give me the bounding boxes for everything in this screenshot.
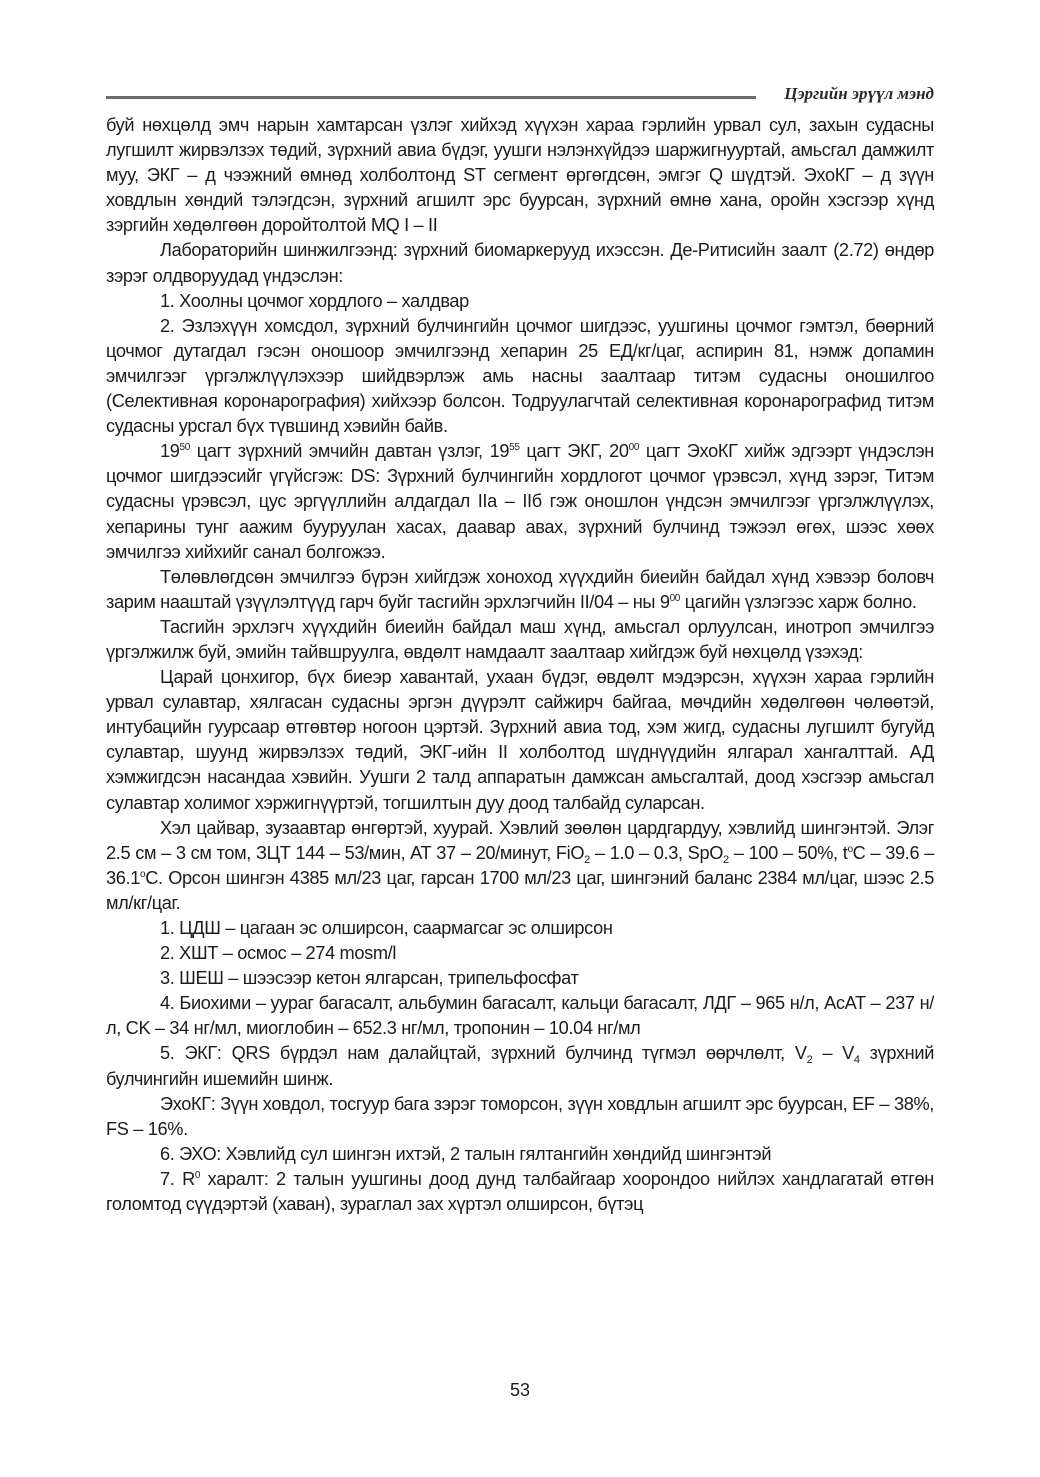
paragraph — [106, 665, 934, 816]
paragraph — [106, 1142, 934, 1167]
text-segment: 00 — [669, 592, 681, 604]
text-segment: Царай цонхигор, бүх биеэр хавантай, ухаан бүдэг, өвдөлт мэдэрсэн, хүүхэн хараа гэрлийн урвал сулавтар, хялгасан судасны эргэн дүүрэлт сайжирч байгаа, мөчдийн хөдөлгөөн чөлөөтэй, интубацийн гуурсаар өтгөвтөр ногоон цэртэй. Зүрхний авиа тод, хэм жигд, судасны лугшилт бугуйд сулавтар, шуунд жирвэлзэх төдий, ЭКГ-ийн II холболтод шүднүүдийн ялгарал хангалттай. АД хэмжигдсэн насандаа хэвийн. Уушги 2 талд аппаратын дамжсан амьсгалтай, доод хэсгээр амьсгал сулавтар холимог хэржигнүүртэй, тогшилтын дуу доод талбайд суларсан. — [106, 667, 934, 813]
text-segment: o — [847, 843, 853, 855]
text-segment: – 100 – 50%, t — [728, 842, 848, 863]
text-segment: 00 — [628, 442, 640, 454]
paragraph — [106, 314, 934, 439]
text-segment: 1. ЦДШ – цагаан эс олширсон, саармагсаг эс олширсон — [160, 918, 613, 938]
text-segment: 19 — [160, 441, 180, 462]
text-segment: ЭхоКГ: Зүүн ховдол, тосгуур бага зэрэг томорсон, зүүн ховдлын агшилт эрс буурсан, EF – 38%, FS – 16%. — [106, 1093, 934, 1139]
text-segment: 1. Хоолны цочмог хордлого – халдвар — [160, 290, 469, 311]
paragraph — [106, 916, 934, 941]
text-segment: Төлөвлөгдсөн эмчилгээ бүрэн хийгдэж хоноход хүүхдийн биеийн байдал хүнд хэвээр боловч зарим нааштай үзүүлэлтүүд гарч буйг тасгийн эрхлэгчийн II/04 – ны 9 — [106, 566, 934, 612]
text-segment: C – 39.6 – 36.1 — [106, 842, 934, 888]
text-segment: цагт зүрхний эмчийн давтан үзлэг, 19 — [189, 441, 510, 462]
text-segment: – V — [812, 1043, 854, 1064]
page-number: 53 — [509, 1380, 531, 1400]
text-segment: 5. ЭКГ: QRS бүрдэл нам далайцтай, зүрхний булчинд түгмэл өөрчлөлт, V — [160, 1043, 807, 1064]
text-segment: 2 — [584, 853, 590, 866]
text-segment: – 1.0 – 0.3, SpO — [589, 842, 724, 863]
paragraph — [106, 615, 934, 665]
paragraph — [106, 289, 934, 314]
text-segment: 2 — [806, 1054, 813, 1067]
text-segment: 2 — [723, 853, 729, 866]
text-segment: 0 — [194, 1169, 201, 1181]
text-segment: Тасгийн эрхлэгч хүүхдийн биеийн байдал маш хүнд, амьсгал орлуулсан, инотроп эмчилгээ үргэлжилж буй, эмийн тайвшруулга, өвдөлт намдаалт заалтаар хийгдэж буй нөхцөлд үзэхэд: — [106, 616, 934, 662]
paragraph — [106, 1092, 934, 1142]
paragraph — [106, 1041, 934, 1091]
text-segment: харалт: 2 талын уушгины доод дунд талбайгаар хоорондоо нийлэх хандлагатай өтгөн голомтод сүүдэртэй (хаван), зураглал зах хүртэл олширсон, бүтэц — [106, 1168, 934, 1215]
text-segment: буй нөхцөлд эмч нарын хамтарсан үзлэг хийхэд хүүхэн хараа гэрлийн урвал сул, захын судасны лугшилт жирвэлзэх төдий, зүрхний авиа бүдэг, уушги нэлэнхүйдээ шаржигнууртай, амьсгал дамжилт муу, ЭКГ – д чээжний өмнөд холболтонд ST сегмент өргөгдсөн, эмгэг Q шүдтэй. ЭхоКГ – д зүүн ховдлын хөндий тэлэгдсэн, зүрхний агшилт эрс буурсан, зүрхний өмнө хана, оройн хэсгээр хүнд зэргийн хөдөлгөөн доройтолтой MQ I – II — [106, 115, 934, 236]
paragraph — [106, 991, 934, 1041]
journal-title: Цэргийн эрүүл мэнд — [784, 84, 934, 103]
text-segment: цагт ЭхоКГ хийж эдгээрт үндэслэн цочмог шигдээсийг үгүйсгэж: DS: Зүрхний булчингийн хордлогот цочмог үрэвсэл, хүнд зэрэг, Титэм судасны үрэвсэл, цус эргүүллийн алдагдал IIа – IIб гэж оношлон үндсэн эмчилгээг үргэлжлүүлэх, хепарины тунг аажим бууруулан хасах, даавар авах, зүрхний булчинд тэжээл өгөх, шээс хөөх эмчилгээ хийхийг санал болгожээ. — [106, 441, 934, 562]
text-segment: цагт ЭКГ, 20 — [519, 441, 629, 462]
text-segment: 2. Эзлэхүүн хомсдол, зүрхний булчингийн цочмог шигдээс, уушгины цочмог гэмтэл, бөөрний цочмог дутагдал гэсэн оношоор эмчилгээнд хепарин 25 ЕД/кг/цаг, аспирин 81, нэмж допамин эмчилгээг үргэлжлүүлэхээр шийдвэрлэж амь насны заалтаар титэм судасны оношилгоо (Селективная коронарография) хийхээр болсон. Тодруулагчтай селективная коронарографид титэм судасны урсгал бүх түвшинд хэвийн байв. — [106, 315, 934, 437]
text-segment: 50 — [179, 442, 190, 454]
paragraph — [106, 439, 934, 564]
paragraph — [106, 941, 934, 966]
paragraph — [106, 966, 934, 991]
text-segment: Хэл цайвар, зузаавтар өнгөртэй, хуурай. Хэвлий зөөлөн цардгардуу, хэвлийд шингэнтэй. Элэг 2.5 см – 3 см том, ЗЦТ 144 – 53/мин, АТ 37 – 20/минут, FiO — [106, 817, 934, 863]
paragraph — [106, 816, 934, 916]
text-segment: 55 — [509, 442, 520, 454]
text-segment: цагийн үзлэгээс харж болно. — [680, 591, 917, 612]
text-segment: 7. R — [160, 1168, 195, 1189]
text-segment: C. Орсон шингэн 4385 мл/23 цаг, гарсан 1700 мл/23 цаг, шингэний баланс 2384 мл/цаг, шээс 2.5 мл/кг/цаг. — [106, 867, 934, 913]
text-segment: o — [140, 868, 146, 880]
header-rule — [106, 96, 756, 99]
text-segment: 3. ШЕШ – шээсээр кетон ялгарсан, трипельфосфат — [160, 968, 579, 989]
text-segment: 2. ХШТ – осмос – 274 mosm/l — [160, 943, 397, 964]
text-segment: 6. ЭХО: Хэвлийд сул шингэн ихтэй, 2 талын гялтангийн хөндийд шингэнтэй — [160, 1143, 772, 1164]
paragraph — [106, 238, 934, 288]
paragraph — [106, 113, 934, 238]
text-segment: зүрхний булчингийн ишемийн шинж. — [106, 1043, 934, 1089]
article-body — [106, 113, 934, 1217]
paragraph — [106, 1167, 934, 1217]
text-segment: 4. Биохими – уураг багасалт, альбумин багасалт, кальци багасалт, ЛДГ – 965 н/л, АсАТ – 237 н/л, CK – 34 нг/мл, миоглобин – 652.3 нг/мл, тропонин – 10.04 нг/мл — [106, 993, 934, 1039]
text-segment: Лабораторийн шинжилгээнд: зүрхний биомаркерууд ихэссэн. Де-Ритисийн заалт (2.72) өндөр зэрэг олдворуудад үндэслэн: — [106, 240, 934, 286]
paragraph — [106, 565, 934, 615]
text-segment: 4 — [853, 1054, 860, 1067]
